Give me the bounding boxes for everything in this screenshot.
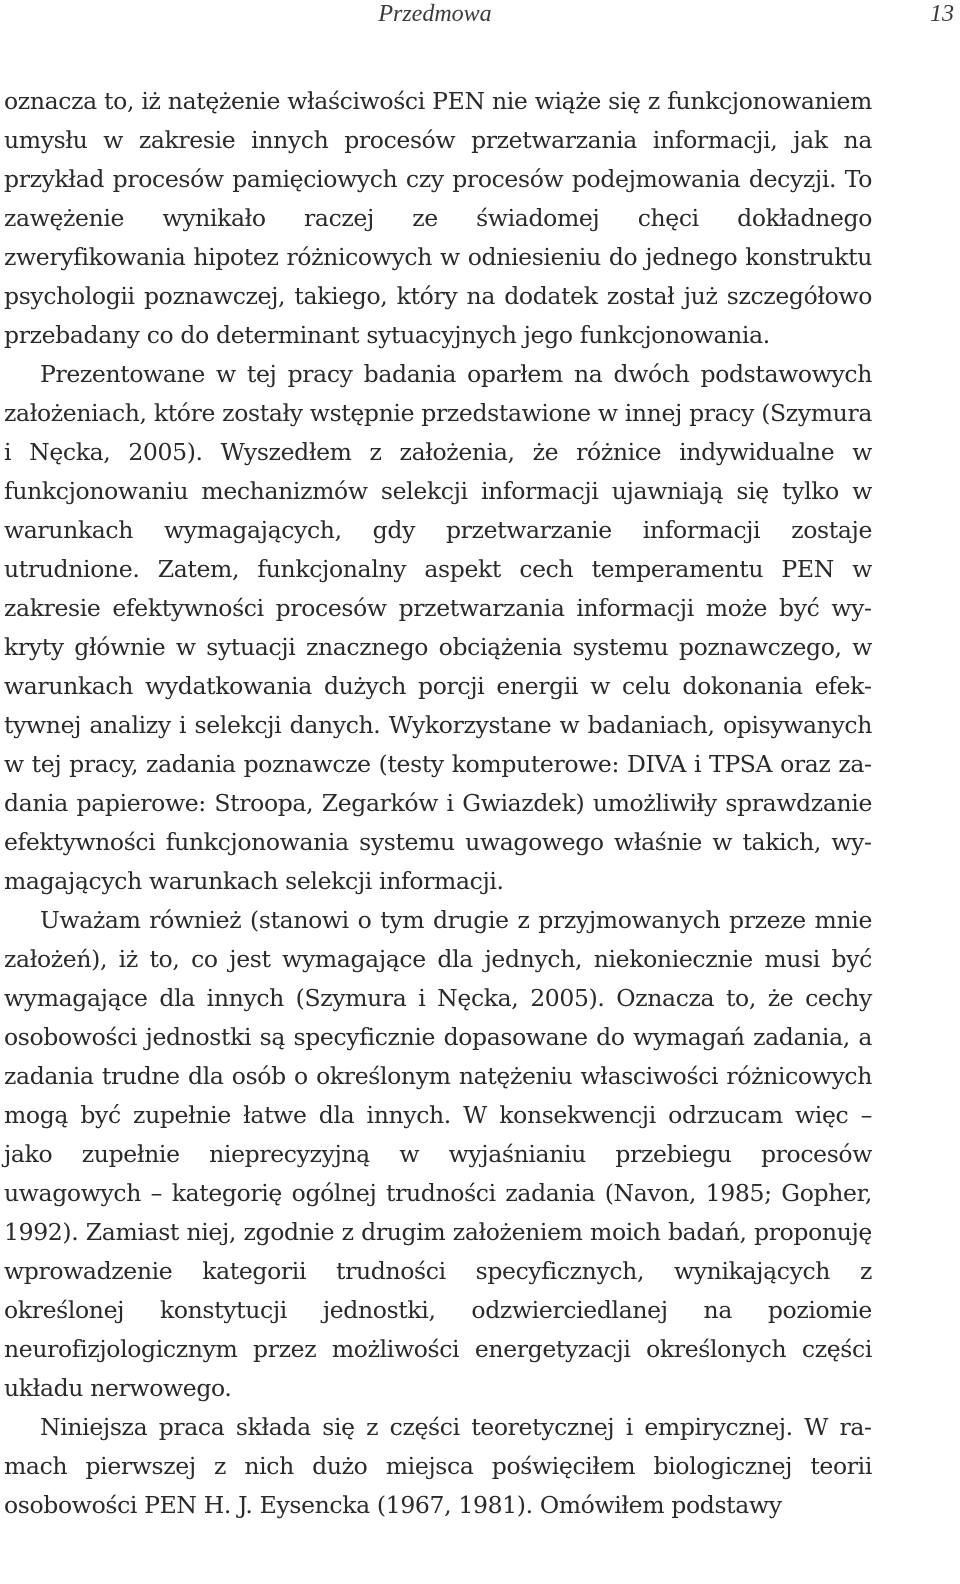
paragraph-2: Prezentowane w tej pracy badania oparłem na dwóch podstawowych założeniach, które zostały wstępnie przedstawione w innej pracy (Szymura i Nęcka, 2005). Wyszedłem z założenia, że różnice indywidualne w funkcjonowaniu mechanizmów selekcji informacji ujawniają się tylko w warunkach wymagających, gdy przetwarzanie informacji zostaje utrudnione. Zatem, funkcjonalny aspekt cech temperamentu PEN w zakresie efektywności procesów przetwarzania informacji może być wykryty głównie w sytuacji znacznego obciążenia systemu poznawczego, w warunkach wydatkowania dużych porcji energii w celu dokonania efektywnej analizy i selekcji danych. Wykorzystane w badaniach, opisywanych w tej pracy, zadania poznawcze (testy komputerowe: DIVA i TPSA oraz zadania papierowe: Stroopa, Zegarków i Gwiazdek) umożliwiły sprawdzanie efektywności funkcjonowania systemu uwagowego właśnie w takich, wymagających warunkach selekcji informacji. — [4, 360, 872, 895]
running-head — [0, 0, 960, 40]
section-title: Przedmowa — [378, 1, 492, 27]
body-text — [4, 82, 872, 1525]
paragraph-1: oznacza to, iż natężenie właściwości PEN nie wiąże się z funkcjonowaniem umysłu w zakresie innych procesów przetwarzania informacji, jak na przykład procesów pamięciowych czy procesów podejmowania decyzji. To zawężenie wynikało raczej ze świadomej chęci dokładnego zweryfikowania hipotez różnicowych w odniesieniu do jednego konstruktu psychologii poznawczej, takiego, który na dodatek został już szczegółowo przebadany co do determinant sytuacyjnych jego funkcjonowania. — [4, 87, 872, 349]
paragraph-4: Niniejsza praca składa się z części teoretycznej i empirycznej. W ramach pierwszej z nich dużo miejsca poświęciłem biologicznej teorii osobowości PEN H. J. Eysencka (1967, 1981). Omówiłem podstawy — [4, 1413, 872, 1519]
paragraph-3: Uważam również (stanowi o tym drugie z przyjmowanych przeze mnie założeń), iż to, co jest wymagające dla jednych, niekoniecznie musi być wymagające dla innych (Szymura i Nęcka, 2005). Oznacza to, że cechy osobowości jednostki są specyficznie dopasowane do wymagań zadania, a zadania trudne dla osób o określonym natężeniu własciwości różnicowych mogą być zupełnie łatwe dla innych. W konsekwencji odrzucam więc – jako zupełnie nieprecyzyjną w wyjaśnianiu przebiegu procesów uwagowych – kategorię ogólnej trudności zadania (Navon, 1985; Gopher, 1992). Zamiast niej, zgodnie z drugim założeniem moich badań, proponuję wprowadzenie kategorii trudności specyficznych, wynikających z określonej konstytucji jednostki, odzwierciedlanej na poziomie neurofizjologicznym przez możliwości energetyzacji określonych części układu nerwowego. — [4, 906, 872, 1402]
page-number: 13 — [930, 1, 954, 27]
